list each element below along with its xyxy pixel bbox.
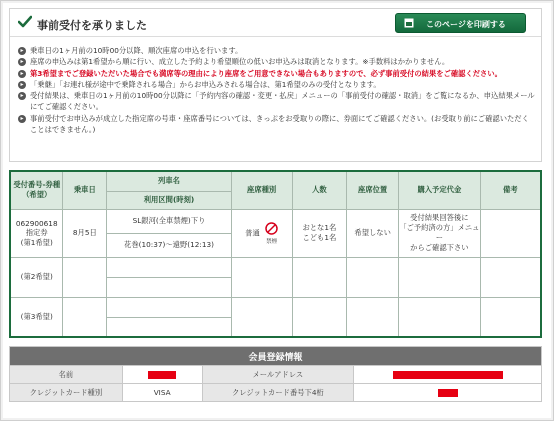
people-cell: おとな1名 こども1名 <box>292 209 347 257</box>
member-info-table <box>9 346 542 402</box>
people-cell <box>292 297 347 337</box>
price-cell <box>399 257 481 297</box>
email-label: メールアドレス <box>202 366 354 384</box>
ticket-number-cell: (第3希望) <box>10 297 63 337</box>
remarks-cell <box>480 209 541 257</box>
page-title: 事前受付を承りました <box>37 19 147 32</box>
bullet-icon: ▸ <box>18 70 26 78</box>
train-name-cell <box>107 297 232 317</box>
date-cell: 8月5日 <box>63 209 107 257</box>
section-cell: 花巻(10:37)～遠野(12:13) <box>107 233 232 257</box>
col-train: 列車名 <box>107 171 232 191</box>
section-cell <box>107 277 232 297</box>
train-name-cell <box>107 257 232 277</box>
train-name-cell: SL銀河(全車禁煙)下り <box>107 209 232 233</box>
panel-header <box>10 9 541 37</box>
seat-type-cell <box>231 297 292 337</box>
name-value <box>122 366 202 384</box>
bullet-icon: ▸ <box>18 47 26 55</box>
seat-position-cell <box>347 257 399 297</box>
col-section: 利用区間(時刻) <box>107 191 232 209</box>
note-item: ▸ 受付結果は、乗車日の1ヶ月前の10時00分以降に「予約内容の確認・変更・払戻」メニューの「事前受付の確認・取消」をご覧になるか、申込結果メールにてご確認ください。 <box>18 90 536 113</box>
price-cell <box>399 297 481 337</box>
checkmark-icon <box>18 15 32 29</box>
note-item: ▸ 事前受付でお申込みが成立した指定席の号車・座席番号については、きっぷをお受取りの際に、券面にてご確認ください。(お受取り前にご確認いただくことはできません。) <box>18 113 536 136</box>
seat-position-cell: 希望しない <box>347 209 399 257</box>
seat-type-cell <box>231 257 292 297</box>
date-cell <box>63 297 107 337</box>
print-icon <box>404 18 414 28</box>
date-cell <box>63 257 107 297</box>
card-last4-label: クレジットカード番号下4桁 <box>202 384 354 402</box>
seat-type-cell: 普通 禁煙 <box>231 209 292 257</box>
bullet-icon: ▸ <box>18 81 26 89</box>
note-item: ▸ 「乗継」「お連れ様が途中で乗降される場合」からお申込みされる場合は、第1希望のみの受付となります。 <box>18 79 536 90</box>
bullet-icon: ▸ <box>18 58 26 66</box>
col-seat-type: 座席種別 <box>231 171 292 209</box>
table-row <box>10 209 541 233</box>
reservation-table <box>9 170 542 338</box>
col-date: 乗車日 <box>63 171 107 209</box>
people-cell <box>292 257 347 297</box>
col-seat-position: 座席位置 <box>347 171 399 209</box>
bullet-icon: ▸ <box>18 115 26 123</box>
bullet-icon: ▸ <box>18 92 26 100</box>
table-row <box>10 257 541 277</box>
remarks-cell <box>480 257 541 297</box>
col-ticket-no: 受付番号-券種（希望） <box>10 171 63 209</box>
member-info-title: 会員登録情報 <box>10 347 542 366</box>
col-people: 人数 <box>292 171 347 209</box>
col-remarks: 備考 <box>480 171 541 209</box>
note-item-warning: ▸ 第3希望までご登録いただいた場合でも満席等の理由により座席をご用意できない場合もありますので、必ず事前受付の結果をご確認ください。 <box>18 68 536 79</box>
note-item: ▸ 座席の申込みは第1希望から順に行い、成立した予約より希望順位の低いお申込みは取消となります。※手数料はかかりません。 <box>18 56 536 67</box>
redaction-mark <box>148 371 176 379</box>
note-item: ▸ 乗車日の1ヶ月前の10時00分以降、順次座席の申込を行います。 <box>18 45 536 56</box>
print-page-button[interactable] <box>395 13 526 33</box>
confirmation-panel <box>9 8 542 162</box>
section-cell <box>107 317 232 337</box>
name-label: 名前 <box>10 366 123 384</box>
table-row <box>10 297 541 317</box>
ticket-number-cell: 062900618 指定券 (第1希望) <box>10 209 63 257</box>
card-last4-value <box>354 384 542 402</box>
col-price: 購入予定代金 <box>399 171 481 209</box>
card-type-value: VISA <box>122 384 202 402</box>
notes-list <box>18 45 536 135</box>
price-cell: 受付結果回答後に 「ご予約済の方」メニュー からご確認下さい <box>399 209 481 257</box>
print-button-label: このページを印刷する <box>426 20 506 29</box>
card-type-label: クレジットカード種別 <box>10 384 123 402</box>
redaction-mark <box>438 389 458 397</box>
email-value <box>354 366 542 384</box>
seat-position-cell <box>347 297 399 337</box>
no-smoking-icon <box>265 222 278 235</box>
redaction-mark <box>393 371 503 379</box>
remarks-cell <box>480 297 541 337</box>
ticket-number-cell: (第2希望) <box>10 257 63 297</box>
